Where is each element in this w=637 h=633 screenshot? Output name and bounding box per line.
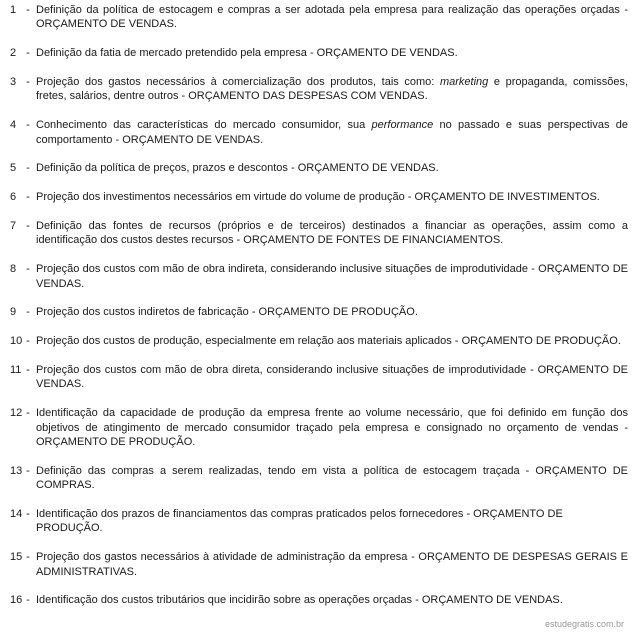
item-text: Definição das fontes de recursos (próprios e de terceiros) destinados a financiar as operações, assim como a identificação dos custos destes recursos - ORÇAMENTO DE FONTES DE FINANCIAMENTOS. bbox=[36, 220, 628, 247]
watermark: estudegratis.com.br bbox=[544, 619, 624, 629]
item-text: Definição da política de preços, prazos e descontos - ORÇAMENTO DE VENDAS. bbox=[36, 162, 439, 175]
list-item bbox=[0, 334, 637, 348]
list-item bbox=[0, 464, 637, 493]
item-separator: - bbox=[26, 551, 30, 564]
item-separator: - bbox=[26, 191, 30, 204]
item-number: 1 bbox=[10, 4, 17, 16]
item-text: Conhecimento das características do mercado consumidor, sua performance no passado e suas perspectivas de comportamento - ORÇAMENTO DE VENDAS. bbox=[36, 119, 628, 146]
item-separator: - bbox=[26, 119, 30, 132]
item-separator: - bbox=[26, 407, 30, 420]
list-item bbox=[0, 593, 637, 607]
item-number: 13 bbox=[10, 464, 23, 477]
item-separator: - bbox=[26, 263, 30, 276]
list-item bbox=[0, 46, 637, 60]
list-item bbox=[0, 118, 637, 147]
item-text: Projeção dos gastos necessários à atividade de administração da empresa - ORÇAMENTO DE DESPESAS GERAIS E ADMINISTRATIVAS. bbox=[36, 551, 628, 578]
item-text: Projeção dos custos indiretos de fabricação - ORÇAMENTO DE PRODUÇÃO. bbox=[36, 306, 418, 319]
item-text: Definição da fatia de mercado pretendido pela empresa - ORÇAMENTO DE VENDAS. bbox=[36, 47, 458, 60]
item-text: Projeção dos gastos necessários à comercialização dos produtos, tais como: marketing e propaganda, comissões, fretes, salários, dentre outros - ORÇAMENTO DAS DESPESAS COM VENDAS. bbox=[36, 76, 628, 103]
italic-term: performance bbox=[371, 119, 434, 132]
item-separator: - bbox=[26, 508, 30, 521]
item-number: 5 bbox=[10, 162, 17, 175]
list-item bbox=[0, 190, 637, 204]
list-item bbox=[0, 305, 637, 319]
list-item bbox=[0, 507, 637, 536]
item-separator: - bbox=[26, 306, 30, 319]
item-number: 14 bbox=[10, 508, 23, 521]
item-text: Definição da política de estocagem e compras a ser adotada pela empresa para realização das operações orçadas - ORÇAMENTO DE VENDAS. bbox=[36, 4, 628, 31]
item-text: Identificação dos prazos de financiamentos das compras praticados pelos fornecedores - ORÇAMENTO DE PRODUÇÃO. bbox=[36, 508, 563, 535]
item-number: 11 bbox=[10, 364, 22, 376]
item-separator: - bbox=[26, 464, 30, 477]
item-separator: - bbox=[26, 594, 30, 607]
item-number: 8 bbox=[10, 263, 17, 276]
item-separator: - bbox=[26, 47, 30, 60]
list-item bbox=[0, 219, 637, 248]
numbered-list bbox=[0, 3, 637, 622]
item-separator: - bbox=[26, 76, 30, 88]
item-text: Projeção dos custos com mão de obra indireta, considerando inclusive situações de improdutividade - ORÇAMENTO DE VENDAS. bbox=[36, 263, 628, 290]
item-text: Identificação da capacidade de produção da empresa frente ao volume necessário, que foi definido em função dos objetivos de atingimento de mercado consumidor traçado pela empresa e consignado no orçamento de vendas - ORÇAMENTO DE PRODUÇÃO. bbox=[36, 407, 628, 449]
item-number: 7 bbox=[10, 220, 17, 232]
item-number: 9 bbox=[10, 306, 17, 319]
item-number: 3 bbox=[10, 76, 17, 88]
list-item bbox=[0, 550, 637, 579]
item-number: 6 bbox=[10, 191, 17, 204]
item-text: Projeção dos investimentos necessários em virtude do volume de produção - ORÇAMENTO DE INVESTIMENTOS. bbox=[36, 191, 600, 204]
item-separator: - bbox=[26, 162, 30, 175]
item-number: 4 bbox=[10, 119, 17, 132]
item-number: 16 bbox=[10, 594, 23, 607]
item-separator: - bbox=[26, 4, 30, 16]
item-text: Projeção dos custos com mão de obra direta, considerando inclusive situações de improdutividade - ORÇAMENTO DE VENDAS. bbox=[36, 364, 628, 391]
item-text: Identificação dos custos tributários que incidirão sobre as operações orçadas - ORÇAMENTO DE VENDAS. bbox=[36, 594, 563, 607]
list-item bbox=[0, 406, 637, 449]
list-item bbox=[0, 75, 637, 104]
item-separator: - bbox=[26, 364, 30, 376]
item-number: 2 bbox=[10, 47, 17, 60]
list-item bbox=[0, 161, 637, 175]
item-text: Definição das compras a serem realizadas, tendo em vista a política de estocagem traçada - ORÇAMENTO DE COMPRAS. bbox=[36, 464, 628, 492]
item-text: Projeção dos custos de produção, especialmente em relação aos materiais aplicados - ORÇAMENTO DE PRODUÇÃO. bbox=[36, 335, 621, 348]
item-separator: - bbox=[26, 220, 30, 232]
list-item bbox=[0, 363, 637, 392]
list-item bbox=[0, 3, 637, 32]
item-number: 12 bbox=[10, 407, 23, 420]
list-item bbox=[0, 262, 637, 291]
item-number: 15 bbox=[10, 551, 23, 564]
italic-term: marketing bbox=[439, 76, 489, 88]
item-separator: - bbox=[26, 335, 30, 348]
item-number: 10 bbox=[10, 335, 23, 348]
